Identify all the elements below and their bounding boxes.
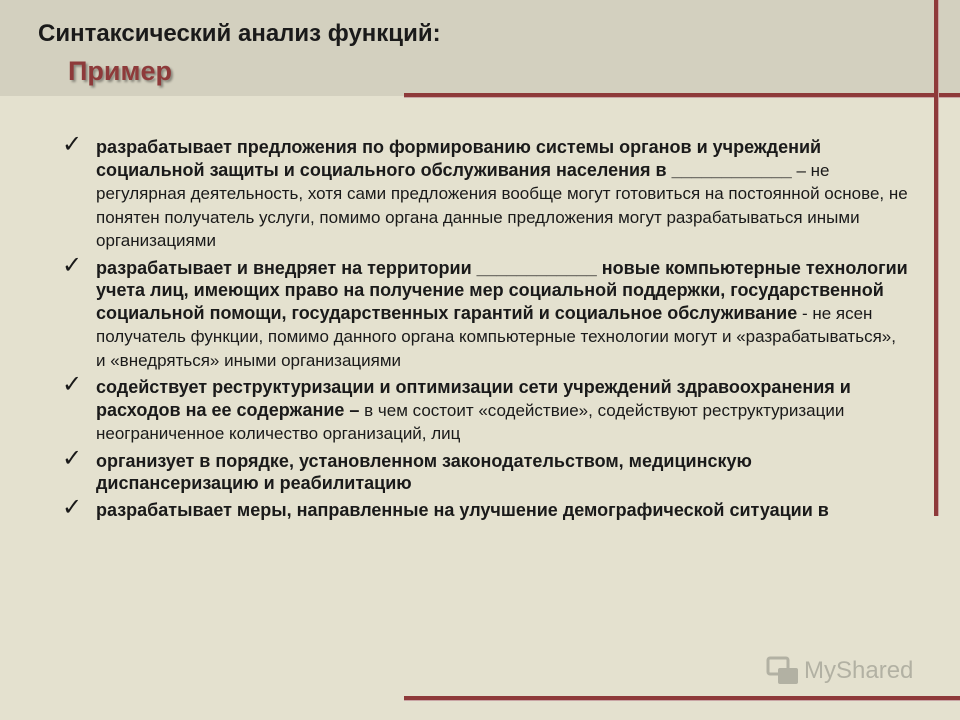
slide-title: Синтаксический анализ функций: [38,20,441,47]
function-list [60,130,910,525]
decorative-line-horizontal [404,93,960,98]
watermark-text: MyShared [804,657,914,684]
checkmark-icon: ✓ [62,370,83,398]
myshared-logo-icon [766,656,800,686]
watermark-logo [766,656,913,686]
list-item [60,370,910,446]
list-item [60,250,910,373]
decorative-line-vertical [934,0,939,516]
item-bold-text: содействует реструктуризации и оптимизации сети учреждений здравоохранения и расходов на ее содержание – [96,377,851,420]
item-bold-text: организует в порядке, установленном законодательством, медицинскую диспансеризацию и реабилитацию [96,450,752,493]
checkmark-icon: ✓ [62,492,83,521]
item-bold-text: разрабатывает и внедряет на территории ____________ новые компьютерные технологии учета лиц, имеющих право на получение мер социальной поддержки, государственной социальной помощи, государственных гарантий и социальное обслуживание [96,257,908,323]
checkmark-icon: ✓ [62,443,83,472]
item-bold-text: разрабатывает предложения по формированию системы органов и учреждений социальной защиты и социального обслуживания населения в ____________ [96,137,822,180]
list-item [60,443,910,495]
list-item [60,130,910,253]
checkmark-icon: ✓ [62,130,83,158]
decorative-line-bottom [404,696,960,701]
list-item [60,492,910,522]
item-comment-text: – не регулярная деятельность, хотя сами предложения вообще могут готовиться на постоянной основе, не понятен получатель услуги, помимо органа данные предложения могут разрабатываться иными организациями [96,160,908,250]
item-bold-text: разрабатывает меры, направленные на улучшение демографической ситуации в [96,499,829,520]
checkmark-icon: ✓ [62,250,83,279]
slide-subtitle: Пример [68,56,172,86]
item-comment-text: в чем состоит «содействие», содействуют реструктуризации неограниченное количество организаций, лиц [96,400,845,443]
item-comment-text: - не ясен получатель функции, помимо данного органа компьютерные технологии могут и «разрабатываться», и «внедряться» иными организациями [96,303,896,370]
